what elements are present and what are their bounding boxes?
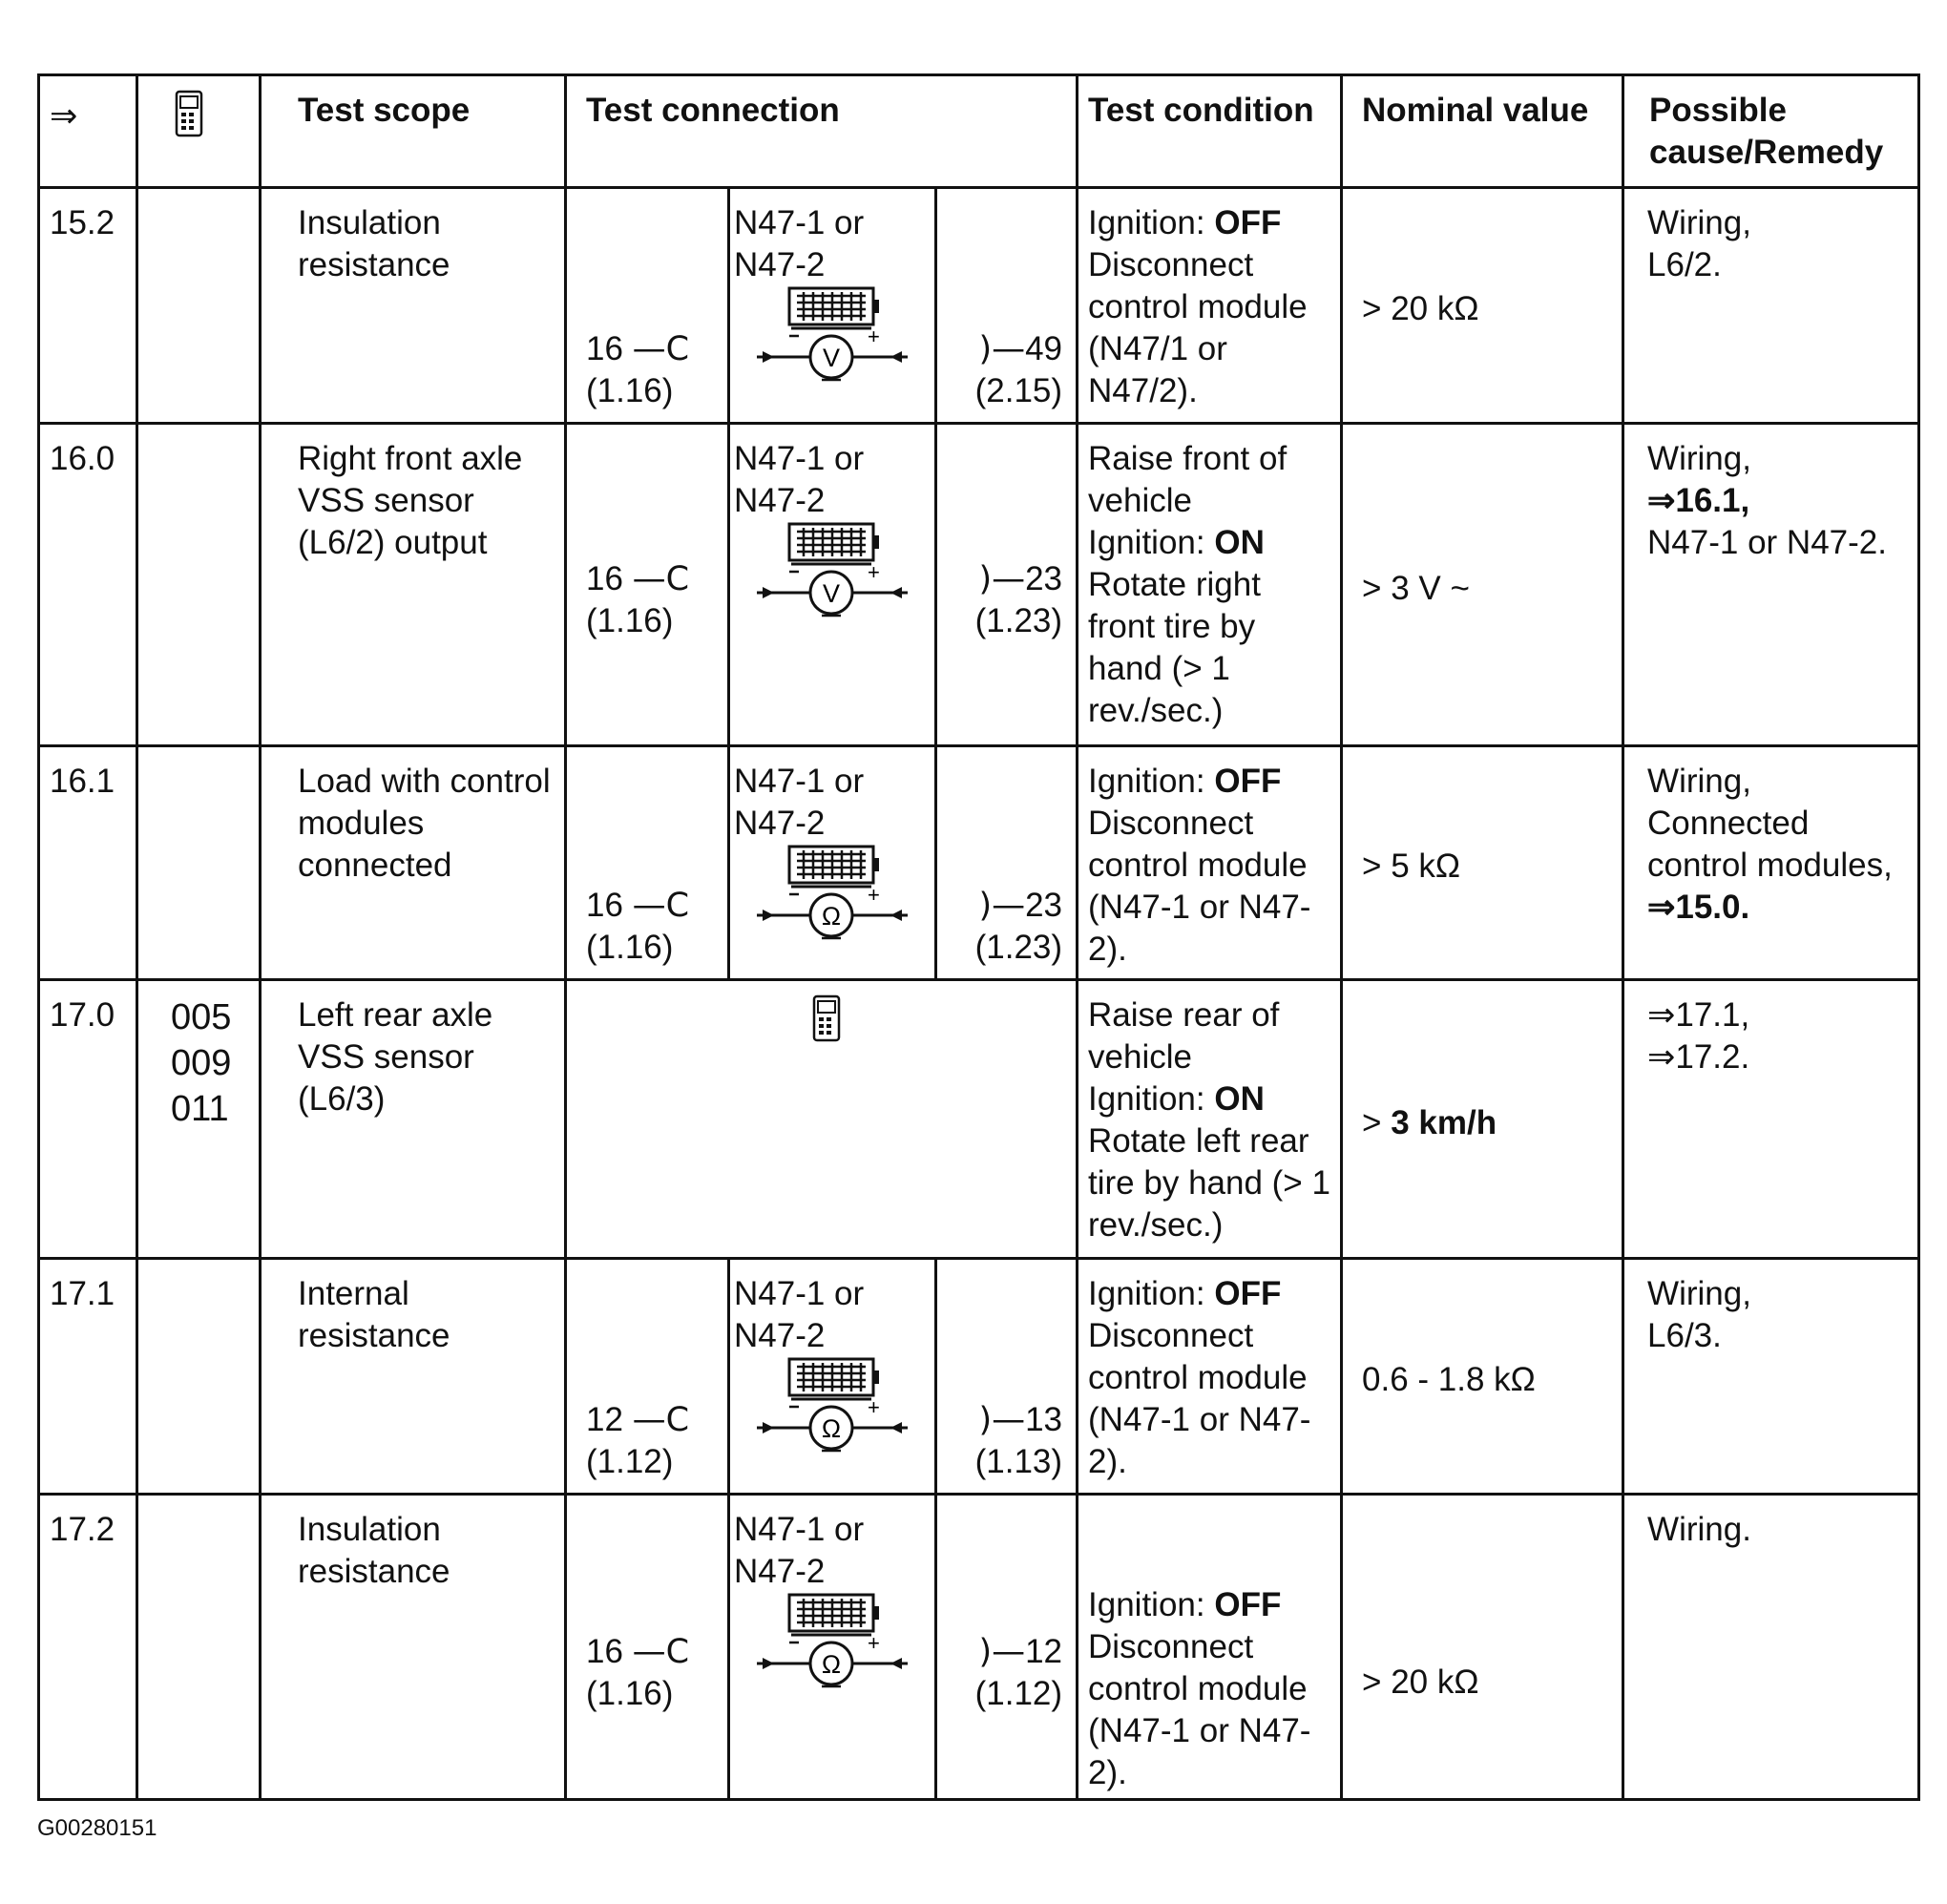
- step-codes: [137, 746, 261, 980]
- pin-a-cell: [566, 1495, 729, 1800]
- cause-line: L6/2.: [1647, 246, 1722, 283]
- module-name: N47-1 or N47-2: [734, 1275, 865, 1354]
- pin-a: 16: [586, 887, 623, 924]
- condition-ignition-state: OFF: [1214, 763, 1282, 800]
- condition-text: Disconnect control module (N47-1 or N47-2).: [1088, 1317, 1311, 1480]
- test-table-sheet: [37, 73, 1917, 1797]
- svg-text:+: +: [868, 883, 880, 907]
- pin-a-cell: [566, 424, 729, 746]
- condition-ignition-state: OFF: [1214, 1586, 1282, 1623]
- probe-plug-icon: —C: [632, 1633, 690, 1671]
- cause-line: Wiring,: [1647, 763, 1751, 800]
- step-number: 15.2: [39, 188, 137, 424]
- condition-text: Raise rear of vehicle: [1088, 996, 1280, 1076]
- voltmeter-icon: [751, 286, 913, 391]
- test-condition: [1078, 1259, 1342, 1495]
- condition-ignition-state: ON: [1214, 1080, 1265, 1118]
- pin-b: 49: [1025, 330, 1063, 367]
- condition-ignition-state: OFF: [1214, 204, 1282, 241]
- meter-symbol: Ω: [821, 1414, 842, 1443]
- step-number: 17.2: [39, 1495, 137, 1800]
- pin-b-cell: [936, 188, 1078, 424]
- possible-cause: [1623, 1259, 1919, 1495]
- pin-a: 12: [586, 1401, 623, 1438]
- condition-text: Raise front of vehicle: [1088, 440, 1288, 519]
- probe-plug-icon: )—: [978, 887, 1026, 925]
- arrow-icon: ⇒: [50, 97, 78, 135]
- condition-ignition-state: OFF: [1214, 1275, 1282, 1312]
- nominal-value: [1342, 980, 1623, 1259]
- step-number: 17.1: [39, 1259, 137, 1495]
- meter-symbol: V: [822, 344, 841, 372]
- condition-ignition-label: Ignition:: [1088, 524, 1215, 561]
- pin-b-sub: (1.23): [974, 929, 1063, 966]
- pin-b-sub: (1.23): [974, 602, 1063, 639]
- pin-b-sub: (2.15): [974, 372, 1063, 409]
- test-condition: [1078, 424, 1342, 746]
- test-scope: Internal resistance: [261, 1259, 566, 1495]
- cause-line: ⇒17.1,: [1647, 996, 1750, 1034]
- probe-plug-icon: )—: [978, 1633, 1026, 1671]
- test-condition: [1078, 746, 1342, 980]
- header-nominal-value: Nominal value: [1342, 75, 1623, 188]
- possible-cause: [1623, 1495, 1919, 1800]
- module-cell: [729, 188, 936, 424]
- nominal-amount: 3 km/h: [1391, 1103, 1497, 1141]
- nominal-prefix: >: [1362, 1103, 1392, 1141]
- meter-symbol: Ω: [821, 1650, 842, 1679]
- probe-plug-icon: —C: [632, 560, 690, 598]
- condition-ignition-label: Ignition:: [1088, 1275, 1215, 1312]
- possible-cause: [1623, 980, 1919, 1259]
- cause-line: ⇒16.1,: [1647, 482, 1750, 519]
- test-scope: Left rear axle VSS sensor (L6/3): [261, 980, 566, 1259]
- test-condition: [1078, 1495, 1342, 1800]
- test-condition: [1078, 980, 1342, 1259]
- probe-plug-icon: —C: [632, 330, 690, 368]
- table-row: [39, 188, 1919, 424]
- header-row: [39, 75, 1919, 188]
- condition-ignition-label: Ignition:: [1088, 763, 1215, 800]
- pin-a: 16: [586, 1633, 623, 1670]
- condition-ignition-state: ON: [1214, 524, 1265, 561]
- probe-plug-icon: —C: [632, 1401, 690, 1439]
- step-number: 16.1: [39, 746, 137, 980]
- step-codes: [137, 424, 261, 746]
- pin-b-cell: [936, 1495, 1078, 1800]
- svg-text:+: +: [868, 324, 880, 348]
- cause-line: ⇒17.2.: [1647, 1038, 1750, 1076]
- pin-a-sub: (1.16): [586, 929, 674, 966]
- test-table: [37, 73, 1920, 1801]
- pin-a-sub: (1.12): [586, 1443, 674, 1480]
- code-item: 009: [171, 1043, 232, 1083]
- header-test-scope: Test scope: [261, 75, 566, 188]
- svg-text:+: +: [868, 560, 880, 584]
- pin-b: 12: [1025, 1633, 1063, 1670]
- probe-plug-icon: —C: [632, 887, 690, 925]
- probe-plug-icon: )—: [978, 330, 1026, 368]
- condition-text: Disconnect control module (N47-1 or N47-2).: [1088, 1628, 1311, 1791]
- cause-line: ⇒15.0.: [1647, 889, 1750, 926]
- condition-ignition-label: Ignition:: [1088, 1080, 1215, 1118]
- header-icon: [137, 75, 261, 188]
- condition-text: Rotate right front tire by hand (> 1 rev./sec.): [1088, 566, 1261, 729]
- cause-line: Connected control modules,: [1647, 805, 1893, 884]
- scan-tool-icon: [175, 90, 203, 137]
- nominal-value: > 3 V ~: [1342, 424, 1623, 746]
- pin-a-sub: (1.16): [586, 372, 674, 409]
- condition-ignition-label: Ignition:: [1088, 1586, 1215, 1623]
- pin-b: 23: [1025, 887, 1063, 924]
- table-row: [39, 424, 1919, 746]
- pin-b-cell: [936, 1259, 1078, 1495]
- module-name: N47-1 or N47-2: [734, 440, 865, 519]
- module-name: N47-1 or N47-2: [734, 204, 865, 283]
- header-test-condition: Test condition: [1078, 75, 1342, 188]
- cause-line: Wiring,: [1647, 204, 1751, 241]
- table-row: [39, 1495, 1919, 1800]
- meter-symbol: Ω: [821, 902, 842, 931]
- possible-cause: [1623, 424, 1919, 746]
- possible-cause: [1623, 188, 1919, 424]
- header-arrow: [39, 75, 137, 188]
- cause-line: Wiring,: [1647, 440, 1751, 477]
- pin-b: 23: [1025, 560, 1063, 597]
- step-codes: [137, 1495, 261, 1800]
- module-cell: [729, 424, 936, 746]
- ohmmeter-icon: [751, 1593, 913, 1698]
- pin-b-cell: [936, 424, 1078, 746]
- test-scope: Insulation resistance: [261, 1495, 566, 1800]
- header-test-connection: Test connection: [566, 75, 1078, 188]
- nominal-value: > 5 kΩ: [1342, 746, 1623, 980]
- voltmeter-icon: [751, 522, 913, 627]
- test-scope: Insulation resistance: [261, 188, 566, 424]
- module-cell: [729, 1495, 936, 1800]
- step-number: 17.0: [39, 980, 137, 1259]
- figure-id-caption: G00280151: [37, 1815, 157, 1841]
- step-number: 16.0: [39, 424, 137, 746]
- table-row: [39, 746, 1919, 980]
- step-codes: [137, 1259, 261, 1495]
- test-connection-cell: [566, 980, 1078, 1259]
- pin-a: 16: [586, 330, 623, 367]
- nominal-value: > 20 kΩ: [1342, 1495, 1623, 1800]
- pin-a-cell: [566, 188, 729, 424]
- test-scope: Load with control modules connected: [261, 746, 566, 980]
- code-item: 011: [171, 1089, 229, 1129]
- pin-b-cell: [936, 746, 1078, 980]
- cause-line: L6/3.: [1647, 1317, 1722, 1354]
- step-codes: [137, 980, 261, 1259]
- module-name: N47-1 or N47-2: [734, 763, 865, 842]
- test-condition: [1078, 188, 1342, 424]
- pin-a-cell: [566, 746, 729, 980]
- cause-line: Wiring.: [1647, 1511, 1751, 1548]
- svg-text:+: +: [868, 1395, 880, 1419]
- possible-cause: [1623, 746, 1919, 980]
- condition-text: Disconnect control module (N47/1 or N47/2).: [1088, 246, 1308, 409]
- test-scope: Right front axle VSS sensor (L6/2) output: [261, 424, 566, 746]
- ohmmeter-icon: [751, 845, 913, 950]
- pin-b: 13: [1025, 1401, 1063, 1438]
- probe-plug-icon: )—: [978, 1401, 1026, 1439]
- module-name: N47-1 or N47-2: [734, 1511, 865, 1590]
- header-possible-cause: Possible cause/Remedy: [1623, 75, 1919, 188]
- module-cell: [729, 1259, 936, 1495]
- pin-b-sub: (1.12): [974, 1675, 1063, 1712]
- condition-text: Disconnect control module (N47-1 or N47-2).: [1088, 805, 1311, 968]
- pin-a-sub: (1.16): [586, 1675, 674, 1712]
- meter-symbol: V: [822, 579, 841, 608]
- cause-line: N47-1 or N47-2.: [1647, 524, 1887, 561]
- pin-a: 16: [586, 560, 623, 597]
- module-cell: [729, 746, 936, 980]
- code-item: 005: [171, 997, 232, 1037]
- nominal-value: 0.6 - 1.8 kΩ: [1342, 1259, 1623, 1495]
- condition-text: Rotate left rear tire by hand (> 1 rev./sec.): [1088, 1122, 1330, 1244]
- step-codes: [137, 188, 261, 424]
- probe-plug-icon: )—: [978, 560, 1026, 598]
- table-row: [39, 980, 1919, 1259]
- scan-tool-icon: [812, 994, 841, 1042]
- pin-b-sub: (1.13): [974, 1443, 1063, 1480]
- svg-text:+: +: [868, 1631, 880, 1655]
- table-row: [39, 1259, 1919, 1495]
- pin-a-cell: [566, 1259, 729, 1495]
- cause-line: Wiring,: [1647, 1275, 1751, 1312]
- pin-a-sub: (1.16): [586, 602, 674, 639]
- ohmmeter-icon: [751, 1357, 913, 1462]
- condition-ignition-label: Ignition:: [1088, 204, 1215, 241]
- nominal-value: > 20 kΩ: [1342, 188, 1623, 424]
